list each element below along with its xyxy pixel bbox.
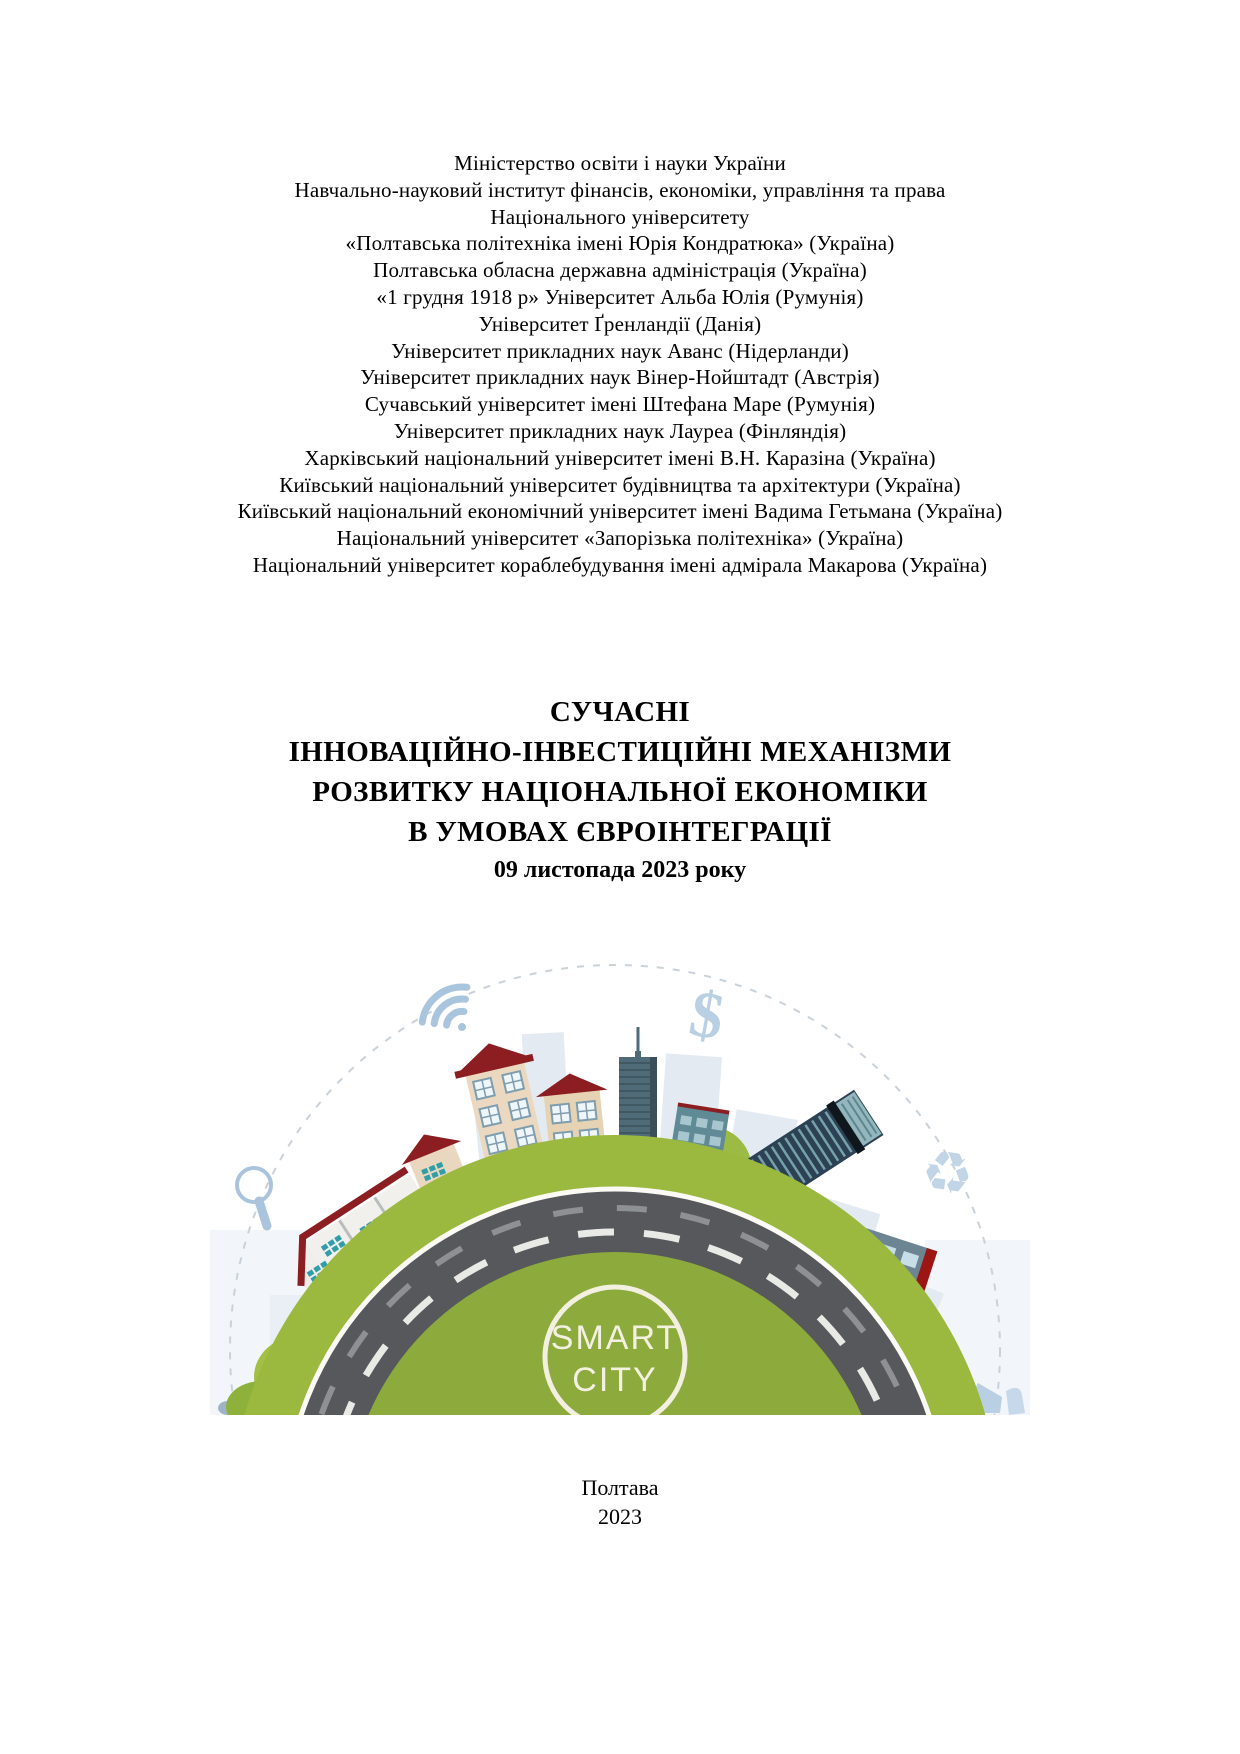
institution-line: Університет прикладних наук Аванс (Нідерланди) — [391, 338, 849, 363]
institution-line: Університет прикладних наук Вінер-Нойштадт (Австрія) — [360, 365, 880, 390]
institution-line: Університет Ґренландії (Данія) — [478, 311, 762, 336]
institution-line: Міністерство освіти і науки України — [454, 151, 786, 175]
institution-line: Національний університет кораблебудування імені адмірала Макарова (Україна) — [252, 552, 988, 577]
recycle-icon: ♻ — [917, 1135, 979, 1211]
institutions-list — [0, 150, 1240, 579]
wifi-icon — [415, 978, 487, 1048]
imprint-city: Полтава — [581, 1475, 659, 1500]
institution-line: Національного університету — [490, 204, 750, 229]
institution-line: Сучавський університет імені Штефана Маре (Румунія) — [364, 392, 876, 417]
title-line: В УМОВАХ ЄВРОІНТЕГРАЦІЇ — [408, 816, 832, 848]
institution-line: «1 грудня 1918 р» Університет Альба Юлія (Румунія) — [376, 284, 864, 309]
dollar-icon: $ — [684, 976, 730, 1055]
institution-line: «Полтавська політехніка імені Юрія Кондратюка» (Україна) — [345, 231, 895, 256]
imprint — [0, 1473, 1240, 1531]
institution-line: Полтавська обласна державна адміністрація (Україна) — [373, 258, 867, 283]
smart-city-illustration — [210, 945, 1030, 1415]
conference-title — [0, 692, 1240, 887]
bulb-text-smart: SMART — [550, 1319, 680, 1357]
institution-line: Київський національний університет будівництва та архітектури (Україна) — [279, 472, 961, 497]
institution-line: Університет прикладних наук Лауреа (Фінляндія) — [393, 418, 847, 443]
institution-line: Навчально-науковий інститут фінансів, економіки, управління та права — [294, 177, 946, 202]
imprint-year: 2023 — [598, 1504, 642, 1529]
title-line: ІННОВАЦІЙНО-ІНВЕСТИЦІЙНІ МЕХАНІЗМИ — [288, 736, 952, 768]
institution-line: Харківський національний університет імені В.Н. Каразіна (Україна) — [304, 445, 936, 470]
smart-city-graphic — [210, 945, 1030, 1415]
conference-date: 09 листопада 2023 року — [493, 857, 747, 883]
title-line: РОЗВИТКУ НАЦІОНАЛЬНОЇ ЕКОНОМІКИ — [312, 776, 928, 808]
institution-line: Київський національний економічний університет імені Вадима Гетьмана (Україна) — [237, 499, 1003, 524]
title-line: СУЧАСНІ — [549, 696, 691, 728]
bulb-text-city: CITY — [572, 1361, 658, 1399]
institution-line: Національний університет «Запорізька політехніка» (Україна) — [336, 526, 904, 551]
